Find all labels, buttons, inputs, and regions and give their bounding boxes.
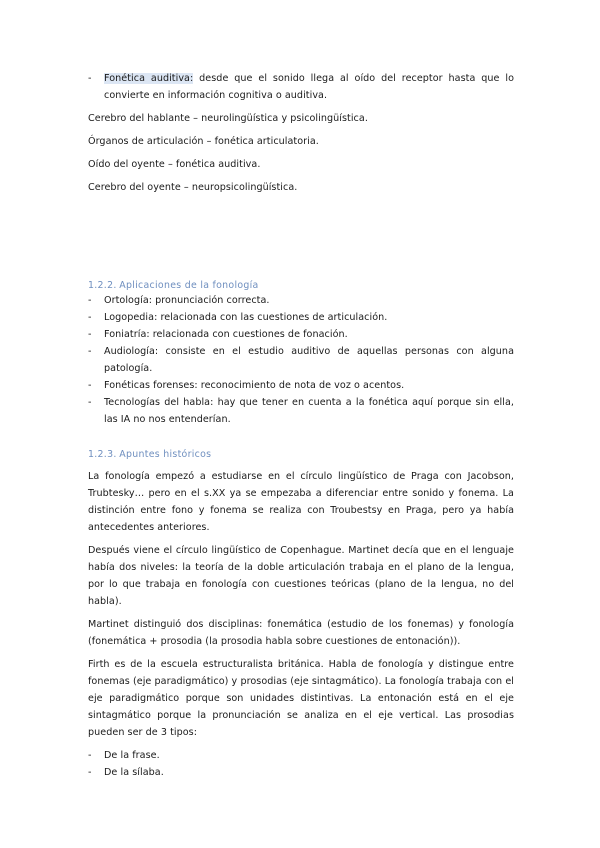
applications-list [88, 292, 514, 428]
list-item-text: Logopedia: relacionada con las cuestiones de articulación. [104, 312, 388, 323]
mapping-line: Órganos de articulación – fonética articulatoria. [88, 136, 319, 147]
list-item-text: Ortología: pronunciación correcta. [104, 295, 270, 306]
bullet-dash: - [88, 750, 92, 761]
bullet-dash: - [88, 397, 92, 408]
list-item [88, 309, 514, 326]
list-item-text: Foniatría: relacionada con cuestiones de fonación. [104, 329, 348, 340]
bullet-dash: - [88, 73, 92, 84]
list-item [88, 343, 514, 377]
bullet-dash: - [88, 312, 92, 323]
section-number: 1.2.3. [88, 449, 117, 460]
list-item-text: Audiología: consiste en el estudio auditivo de aquellas personas con alguna patología. [104, 346, 514, 374]
bullet-dash: - [88, 380, 92, 391]
bullet-dash: - [88, 767, 92, 778]
mapping-line: Oído del oyente – fonética auditiva. [88, 159, 261, 170]
list-item-text: Tecnologías del habla: hay que tener en cuenta a la fonética aquí porque sin ella, las IA no nos entenderían. [104, 397, 514, 425]
section-number: 1.2.2. [88, 280, 117, 291]
section-title: Aplicaciones de la fonología [119, 280, 259, 291]
list-item [88, 377, 514, 394]
list-item [88, 292, 514, 309]
historical-notes [88, 468, 514, 781]
bullet-dash: - [88, 346, 92, 357]
paragraph: Después viene el círculo lingüístico de Copenhague. Martinet decía que en el lenguaje había dos niveles: la teoría de la doble articulación trabaja en el plano de la lengua, por lo que trabaja en fonología con cuestiones teóricas (plano de la lengua, no del habla). [88, 545, 514, 607]
list-item-text: De la frase. [104, 750, 160, 761]
paragraph: Firth es de la escuela estructuralista británica. Habla de fonología y distingue entre fonemas (eje paradigmático) y prosodias (eje sintagmático). La fonología trabaja con el eje paradigmático porque son unidades distintivas. La entonación está en el eje sintagmático porque la pronunciación se analiza en el eje vertical. Las prosodias pueden ser de 3 tipos: [88, 659, 514, 738]
paragraph: La fonología empezó a estudiarse en el círculo lingüístico de Praga con Jacobson, Trubtesky… pero en el s.XX ya se empezaba a diferenciar entre sonido y fonema. La distinción entre fono y fonema se realiza con Troubestsy en Praga, pero ya había antecedentes anteriores. [88, 471, 514, 533]
mapping-line: Cerebro del oyente – neuropsicolingüística. [88, 182, 298, 193]
top-bullet [88, 70, 514, 104]
list-item-text: Fonéticas forenses: reconocimiento de nota de voz o acentos. [104, 380, 405, 391]
mapping-list [88, 110, 514, 196]
list-item-text: De la sílaba. [104, 767, 164, 778]
bullet-dash: - [88, 295, 92, 306]
highlighted-term: Fonética auditiva: [104, 73, 194, 84]
section-heading [88, 446, 211, 463]
list-item [88, 326, 514, 343]
list-item [88, 764, 514, 781]
bullet-text: desde que el sonido llega al oído del receptor hasta que lo convierte en información cognitiva o auditiva. [104, 73, 515, 101]
mapping-line: Cerebro del hablante – neurolingüística y psicolingüística. [88, 113, 368, 124]
section-title: Apuntes históricos [119, 449, 212, 460]
paragraph: Martinet distinguió dos disciplinas: fonemática (estudio de los fonemas) y fonología (fonemática + prosodia (la prosodia habla sobre cuestiones de entonación)). [88, 619, 514, 647]
list-item [88, 747, 514, 764]
bullet-dash: - [88, 329, 92, 340]
list-item [88, 394, 514, 428]
list-item [88, 70, 514, 104]
